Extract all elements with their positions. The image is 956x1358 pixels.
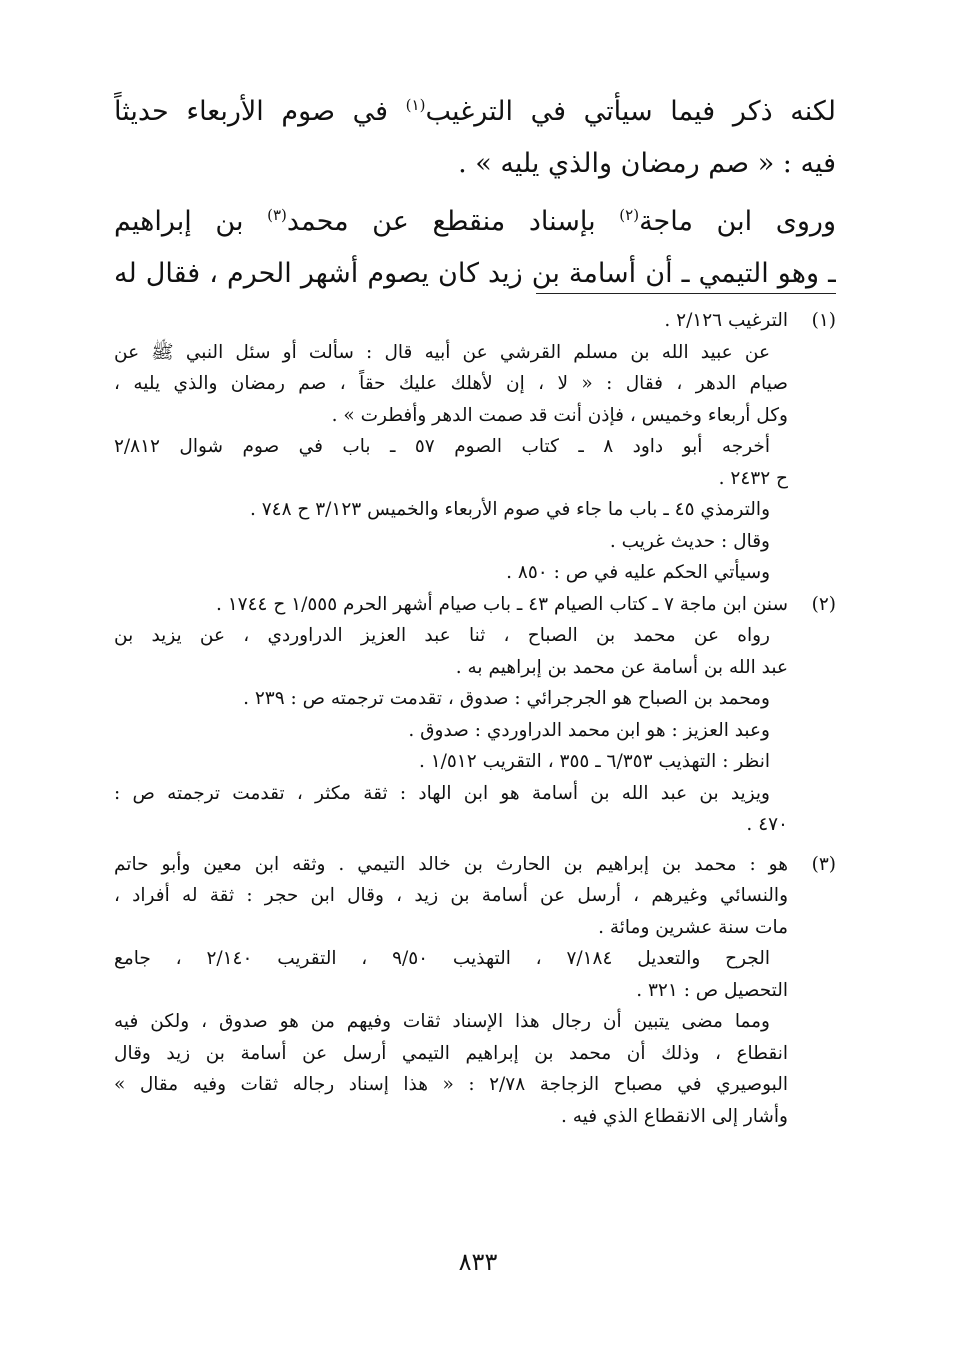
main-text <box>114 86 836 300</box>
footnote-2-line: وعبد العزيز : هو ابن محمد الدراوردي : صدوق . <box>408 719 770 741</box>
page-number: ٨٣٣ <box>458 1248 498 1276</box>
footnote-3-number: (٣) <box>811 853 836 875</box>
footnote-3-line: مات سنة عشرين ومائة . <box>598 916 788 938</box>
footnote-1 <box>114 305 836 589</box>
footnote-ref-2: (٢) <box>619 206 640 224</box>
footnote-2-line: انظر : التهذيب ٦/٣٥٣ ـ ٣٥٥ ، التقريب ١/٥١٢ . <box>418 751 770 772</box>
footnote-2-line: رواه عن محمد بن الصباح ، ثنا عبد العزيز الدراوردي ، عن يزيد بن <box>114 625 770 646</box>
footnote-1-number: (١) <box>811 310 836 331</box>
footnote-1-line: ح ٢٤٣٢ . <box>718 467 788 489</box>
main-line-2: فيه : « صم رمضان والذي يليه » . <box>458 148 836 179</box>
footnote-3-line: انقطاع ، وذلك أن محمد بن إبراهيم التيمي أرسل عن أسامة بن زيد وقال <box>114 1042 788 1064</box>
footnote-1-line: وسيأتي الحكم عليه في ص : ٨٥٠ . <box>506 562 770 583</box>
main-line-1: لكنه ذكر فيما سيأتي في الترغيب$^{(١)}$ في صوم الأربعاء حديثاً <box>114 96 836 127</box>
footnote-2-line: ويزيد بن عبد الله بن أسامة هو ابن الهاد : ثقة مكثر ، تقدمت ترجمته ص : <box>114 782 770 804</box>
footnote-1-line: صيام الدهر ، فقال : « لا ، إن لأهلك عليك حقاً ، صم رمضان والذي يليه ، <box>114 373 788 394</box>
footnote-2-line: ومحمد بن الصباح هو الجرجرائي : صدوق ، تقدمت ترجمته ص : ٢٣٩ . <box>243 688 770 709</box>
footnote-1-line: وقال : حديث غريب . <box>609 530 770 552</box>
footnote-3-line: وأشار إلى الانقطاع الذي فيه . <box>561 1105 788 1127</box>
footnote-3-line: هو : محمد بن إبراهيم بن الحارث بن خالد التيمي . وثقه ابن معين وأبو حاتم <box>114 853 788 875</box>
footnote-1-line: وكل أربعاء وخميس ، فإذن أنت قد صمت الدهر وأفطرت » . <box>331 404 788 426</box>
footnotes <box>114 305 836 1132</box>
footnote-3 <box>114 849 836 1133</box>
footnote-3-line: البوصيري في مصباح الزجاجة ٢/٧٨ : « هذا إسناد رجاله ثقات وفيه مقال » <box>114 1074 788 1095</box>
footnote-separator <box>536 293 836 294</box>
footnote-3-line: ومما مضى يتبين أن رجال هذا الإسناد ثقات وفيهم من هو صدوق ، ولكن فيه <box>114 1011 770 1032</box>
footnote-2-line: عبد الله بن أسامة عن محمد بن إبراهيم به . <box>455 656 788 678</box>
footnote-2-number: (٢) <box>811 593 836 615</box>
footnote-3-line: التحصيل ص : ٣٢١ . <box>636 979 788 1001</box>
footnote-1-line: الترغيب ٢/١٢٦ . <box>664 310 788 331</box>
footnote-ref-3: (٣) <box>267 206 287 224</box>
footnote-ref-1: (١) <box>405 96 426 114</box>
main-line-3: وروى ابن ماجة$^{(٢)}$ بإسناد منقطع عن محمد$^{(٣)}$ بن إبراهيم <box>114 206 836 237</box>
main-line-4: ـ وهو التيمي ـ أن أسامة بن زيد كان يصوم أشهر الحرم ، فقال له <box>114 258 836 289</box>
footnote-2 <box>114 589 836 841</box>
footnote-2-line: سنن ابن ماجة ٧ ـ كتاب الصيام ٤٣ ـ باب صيام أشهر الحرم ١/٥٥٥ ح ١٧٤٤ . <box>215 593 788 615</box>
footnote-1-line: والترمذي ٤٥ ـ باب ما جاء في صوم الأربعاء والخميس ٣/١٢٣ ح ٧٤٨ . <box>249 499 770 520</box>
footnote-3-line: والنسائي وغيرهم ، أرسل عن أسامة بن زيد ، وقال ابن حجر : ثقة له أفراد ، <box>114 885 788 906</box>
footnote-3-line: الجرح والتعديل ٧/١٨٤ ، التهذيب ٩/٥٠ ، التقريب ٢/١٤٠ ، جامع <box>114 948 771 969</box>
footnote-2-line: ٤٧٠ . <box>746 814 788 835</box>
footnote-1-line: أخرجه أبو داود ٨ ـ كتاب الصوم ٥٧ ـ باب في صوم شوال ٢/٨١٢ <box>114 436 770 457</box>
footnote-1-line: عن عبيد الله بن مسلم القرشي عن أبيه قال : سألت أو سئل النبي ﷺ عن <box>114 341 770 363</box>
